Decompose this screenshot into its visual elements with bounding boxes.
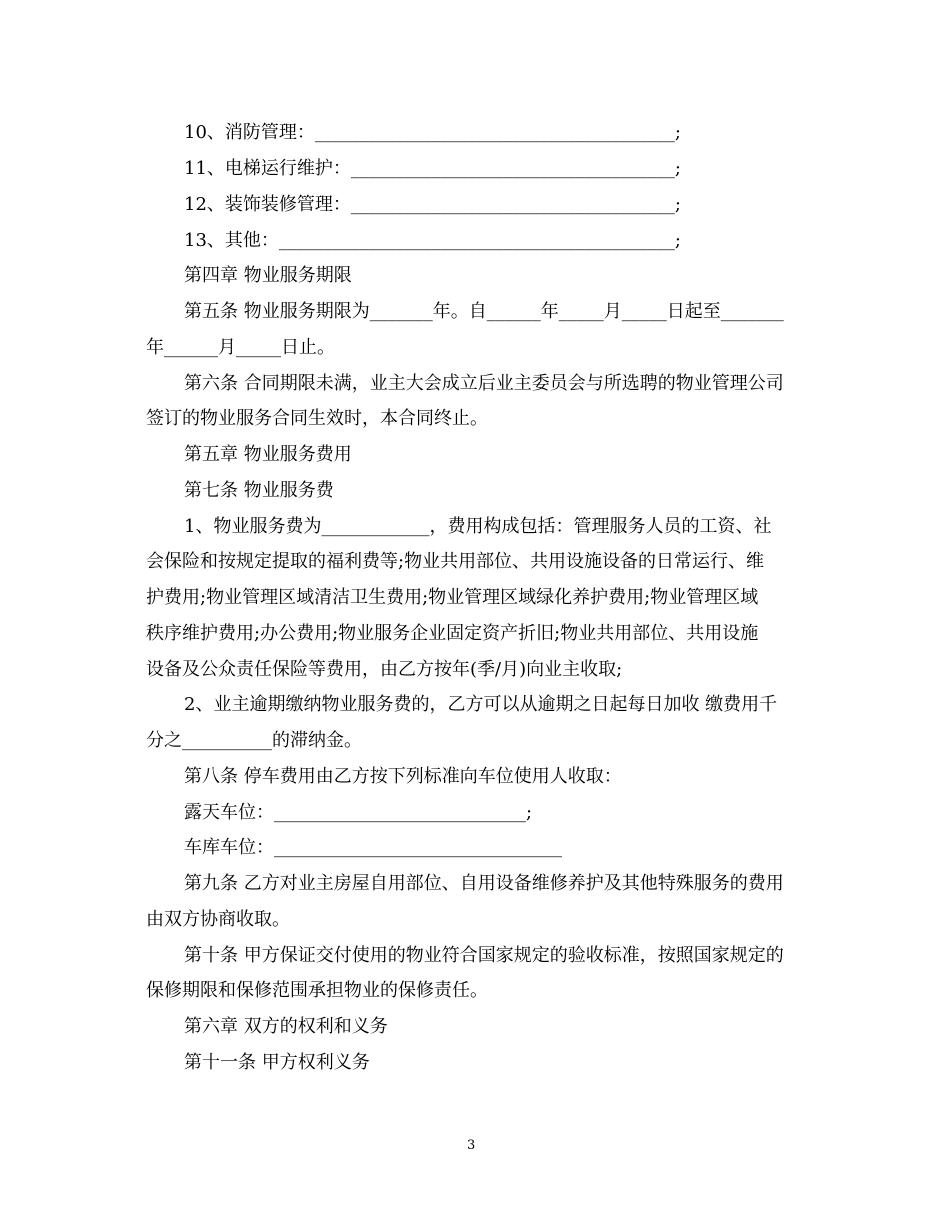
text-line: 第七条 物业服务费 (184, 480, 334, 501)
text-line: 车库车位：________________________________ (184, 837, 562, 858)
text-line: 10、消防管理：________________________________________; (184, 122, 681, 143)
text-line: 11、电梯运行维护：____________________________________; (184, 158, 681, 179)
text-line: 年______月_____日止。 (146, 337, 335, 358)
section-heading: 第四章 物业服务期限 (184, 265, 352, 286)
section-heading: 第五章 物业服务费用 (184, 444, 352, 465)
text-line: 签订的物业服务合同生效时，本合同终止。 (146, 408, 488, 429)
text-line: 1、物业服务费为____________，费用构成包括：管理服务人员的工资、社 (184, 516, 772, 537)
text-line: 护费用;物业管理区域清洁卫生费用;物业管理区域绿化养护费用;物业管理区域 (146, 587, 759, 608)
text-line: 露天车位：____________________________; (184, 802, 533, 823)
text-line: 第十条 甲方保证交付使用的物业符合国家规定的验收标准，按照国家规定的 (184, 945, 784, 966)
text-line: 设备及公众责任保险等费用，由乙方按年(季/月)向业主收取; (146, 659, 623, 680)
text-line: 秩序维护费用;办公费用;物业服务企业固定资产折旧;物业共用部位、共用设施 (146, 623, 759, 644)
text-line: 第十一条 甲方权利义务 (184, 1052, 370, 1073)
text-line: 13、其他：____________________________________________; (184, 230, 681, 251)
text-line: 第九条 乙方对业主房屋自用部位、自用设备维修养护及其他特殊服务的费用 (184, 873, 784, 894)
text-line: 第五条 物业服务期限为_______年。自______年_____月_____日起至_______ (184, 301, 784, 322)
text-line: 会保险和按规定提取的福利费等;物业共用部位、共用设施设备的日常运行、维 (146, 551, 765, 572)
page-number: 3 (467, 1138, 476, 1153)
text-line: 12、装饰装修管理：____________________________________; (184, 194, 681, 215)
text-line: 保修期限和保修范围承担物业的保修责任。 (146, 980, 488, 1001)
text-line: 由双方协商收取。 (146, 909, 290, 930)
text-line: 第八条 停车费用由乙方按下列标准向车位使用人收取： (184, 766, 622, 787)
text-line: 第六条 合同期限未满，业主大会成立后业主委员会与所选聘的物业管理公司 (184, 373, 784, 394)
section-heading: 第六章 双方的权利和义务 (184, 1016, 388, 1037)
text-line: 2、业主逾期缴纳物业服务费的，乙方可以从逾期之日起每日加收 缴费用千 (184, 694, 778, 715)
text-line: 分之__________的滞纳金。 (146, 730, 362, 751)
